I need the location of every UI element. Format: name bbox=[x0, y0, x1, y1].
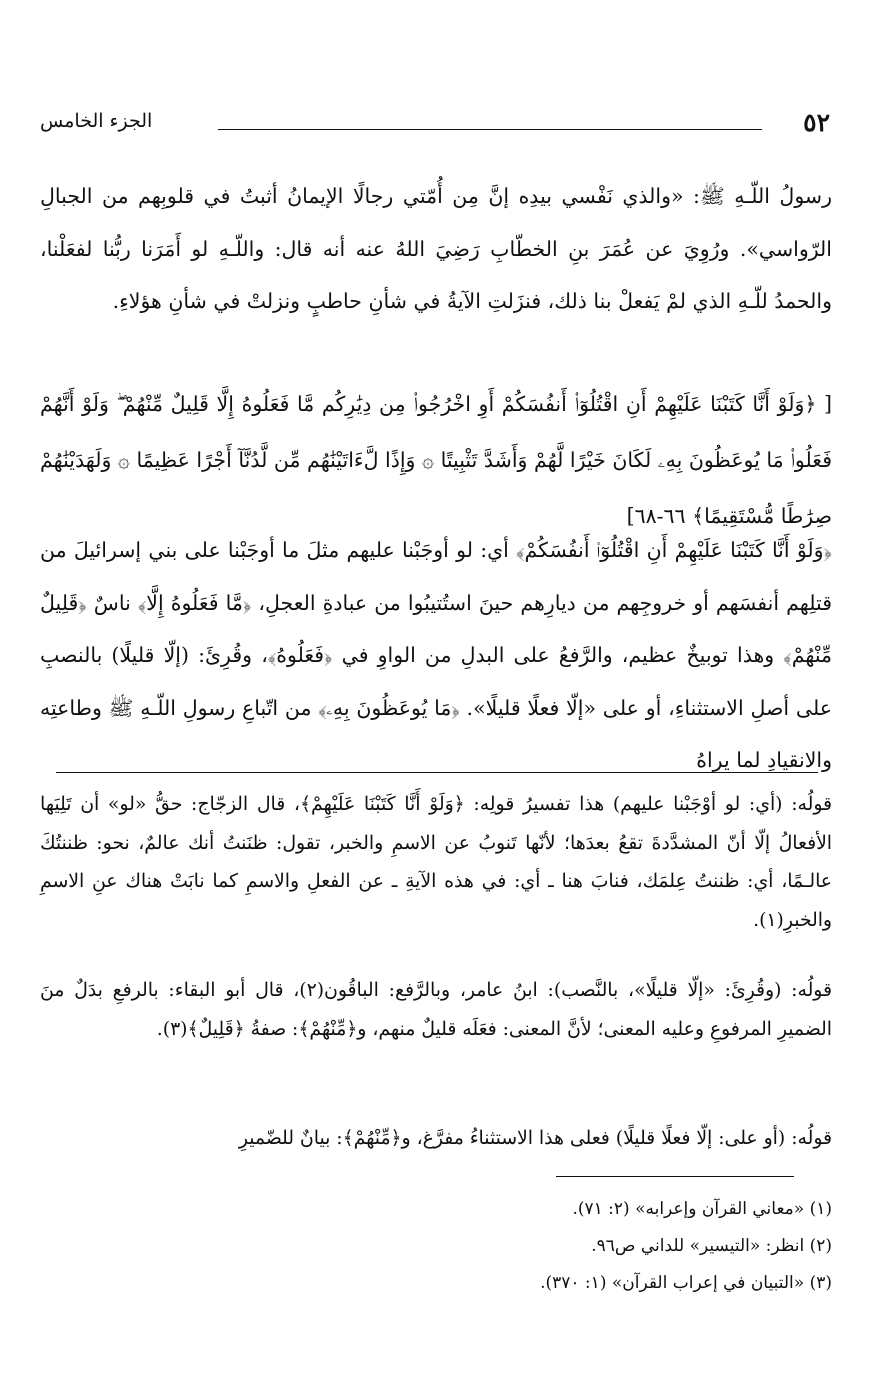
header-rule bbox=[218, 129, 762, 130]
footnote-separator bbox=[556, 1176, 794, 1177]
commentary-paragraph-3: قولُه: (أو على: إلّا فعلًا قليلًا) فعلى هذا الاستثناءُ مفرَّغ، و﴿مِّنْهُمْ﴾: بيانٌ للضّميرِ bbox=[238, 1128, 832, 1149]
commentary-paragraph-2: قولُه: (وقُرِئَ: «إلّا قليلًا»، بالنَّصب): ابنُ عامر، وبالرَّفع: الباقُون(٢)، قال أبو البقاء: بالرفعِ بدَلٌ منَ الضميرِ المرفوعِ وعليه المعنى؛ لأنَّ المعنى: فعَلَه قليلٌ منهم، و﴿مِّنْهُمْ﴾: صفةُ ﴿قَلِيلٌ﴾(٣). bbox=[40, 980, 832, 1040]
main-paragraph-2: ﴿وَلَوْ أَنَّا كَتَبْنَا عَلَيْهِمْ أَنِ اقْتُلُوٓا۟ أَنفُسَكُمْ﴾ أي: لو أوجَبْنا عليهم مثلَ ما أوجَبْنا على بني إسرائيلَ من قتلِهم أنفسَهم أو خروجِهم من ديارِهم حينَ استُتيبُوا من عبادةِ العجلِ، ﴿مَّا فَعَلُوهُ إِلَّا﴾ ناسٌ ﴿قَلِيلٌ مِّنْهُمْ﴾ وهذا توبيخٌ عظيم، والرَّفعُ على البدلِ من الواوِ في ﴿فَعَلُوهُ﴾، وقُرِئَ: (إلّا قليلًا) بالنصبِ على أصلِ الاستثناءِ، أو على «إلّا فعلًا قليلًا». ﴿مَا يُوعَظُونَ بِهِۦ﴾ من اتّباعِ رسولِ اللّـهِ ﷺ وطاعتِه والانقيادِ لما يراهُ bbox=[40, 538, 832, 772]
page-number: ٥٢ bbox=[803, 108, 830, 137]
commentary-separator bbox=[56, 772, 818, 773]
footnote-1: (١) «معاني القرآن وإعرابه» (٢: ٧١). bbox=[572, 1199, 832, 1219]
page-header bbox=[40, 108, 830, 144]
quran-verse-block: [ ﴿وَلَوْ أَنَّا كَتَبْنَا عَلَيْهِمْ أَنِ اقْتُلُوٓا۟ أَنفُسَكُمْ أَوِ اخْرُجُوا۟ مِن دِيَٰرِكُم مَّا فَعَلُوهُ إِلَّا قَلِيلٌ مِّنْهُمْ ۖ وَلَوْ أَنَّهُمْ فَعَلُوا۟ مَا يُوعَظُونَ بِهِۦ لَكَانَ خَيْرًا لَّهُمْ وَأَشَدَّ تَثْبِيتًا ۞ وَإِذًا لَّءَاتَيْنَٰهُم مِّن لَّدُنَّآ أَجْرًا عَظِيمًا ۞ وَلَهَدَيْنَٰهُمْ صِرَٰطًا مُّسْتَقِيمًا﴾ ٦٦-٦٨] bbox=[40, 392, 832, 528]
commentary-paragraph-1: قولُه: (أي: لو أوْجَبْنا عليهم) هذا تفسيرُ قولِه: ﴿وَلَوْ أَنَّا كَتَبْنَا عَلَيْهِمْ﴾، قال الزجّاج: حقُّ «لو» أن تَلِيَها الأفعالُ إلّا أنّ المشدَّدةَ تقعُ بعدَها؛ لأنّها تَنوبُ عن الاسمِ والخبر، تقول: ظنَنتُ أنك عالمٌ، نحو: ظننتُكَ عالـمًا، أي: ظننتُ عِلمَك، فنابَ هنا ـ أي: في هذه الآيةِ ـ عن الفعلِ والاسمِ كما نابَتْ هناك عنِ الاسمِ والخبرِ(١). bbox=[40, 794, 832, 931]
part-title: الجزء الخامس bbox=[40, 110, 153, 132]
main-paragraph-1: رسولُ اللّـهِ ﷺ: «والذي نَفْسي بيدِه إنَّ مِن أُمّتي رجالًا الإيمانُ أثبتُ في قلوبِهم من الجبالِ الرّواسي». ورُوِيَ عن عُمَرَ بنِ الخطّابِ رَضِيَ اللهُ عنه أنه قال: واللّـهِ لو أَمَرَنا ربُّنا لفعَلْنا، والحمدُ للّـهِ الذي لمْ يَفعلْ بنا ذلك، فنزَلتِ الآيةُ في شأنِ حاطبٍ ونزلتْ في شأنِ هؤلاءِ. bbox=[40, 184, 832, 313]
footnote-2: (٢) انظر: «التيسير» للداني ص٩٦. bbox=[591, 1236, 832, 1256]
footnote-3: (٣) «التبيان في إعراب القرآن» (١: ٣٧٠). bbox=[540, 1273, 832, 1293]
